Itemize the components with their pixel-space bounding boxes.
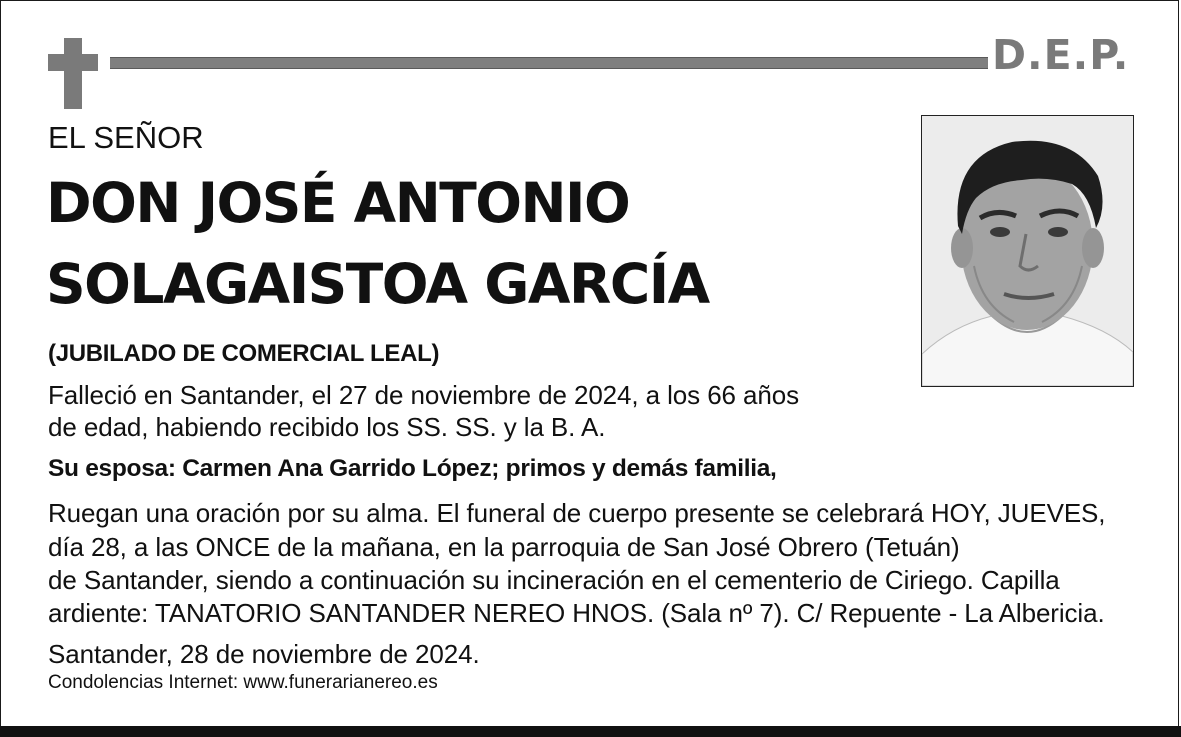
deceased-name-line2: SOLAGAISTOA GARCÍA (46, 252, 709, 316)
cross-icon-bar (48, 54, 98, 71)
bottom-rule (0, 726, 1181, 737)
place-date: Santander, 28 de noviembre de 2024. (48, 639, 480, 669)
deceased-name-line1: DON JOSÉ ANTONIO (46, 171, 630, 235)
funeral-line: Ruegan una oración por su alma. El funeral de cuerpo presente se celebrará HOY, JUEVES, (48, 498, 1106, 528)
portrait-image (922, 116, 1133, 386)
family-line: Su esposa: Carmen Ana Garrido López; primos y demás familia, (48, 455, 777, 482)
death-line: Falleció en Santander, el 27 de noviembre de 2024, a los 66 años (48, 380, 800, 410)
funeral-line: ardiente: TANATORIO SANTANDER NEREO HNOS. (Sala nº 7). C/ Repuente - La Albericia. (48, 598, 1105, 628)
death-line: de edad, habiendo recibido los SS. SS. y la B. A. (48, 412, 606, 442)
funeral-line: día 28, a las ONCE de la mañana, en la parroquia de San José Obrero (Tetuán) (48, 532, 960, 562)
occupation: (JUBILADO DE COMERCIAL LEAL) (48, 340, 440, 367)
cross-icon (64, 38, 82, 109)
title-prefix: EL SEÑOR (48, 120, 204, 155)
deceased-photo (921, 115, 1134, 387)
dep-label: D.E.P. (992, 31, 1130, 79)
condolences-line: Condolencias Internet: www.funerarianereo.es (48, 672, 438, 693)
funeral-line: de Santander, siendo a continuación su incineración en el cementerio de Ciriego. Capilla (48, 565, 1060, 595)
header-rule (110, 57, 988, 69)
